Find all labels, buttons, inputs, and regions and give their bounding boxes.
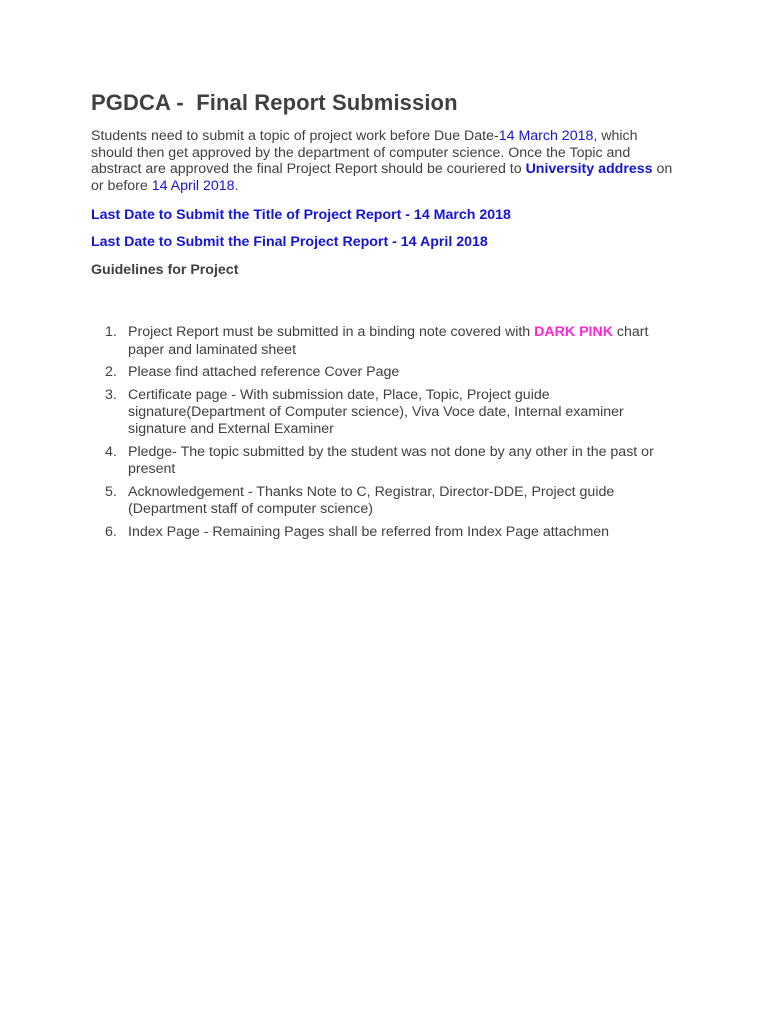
list-item-text: Pledge- The topic submitted by the student was not done by any other in the past or present — [128, 444, 654, 478]
intro-text-3: on or before — [91, 161, 673, 194]
list-item-number: 5. — [105, 484, 117, 500]
list-item-text: chart paper and laminated sheet — [128, 324, 649, 358]
deadline-title-submission: Last Date to Submit the Title of Project Report - 14 March 2018 — [91, 207, 511, 224]
intro-text-2: , which should then get approved by the department of computer science. Once the Topic and abstract are approved the final Project Report should be couriered to — [91, 128, 638, 178]
list-item-number: 1. — [105, 324, 117, 341]
intro-text-4: . — [234, 177, 239, 194]
list-item-number: 4. — [105, 444, 117, 461]
due-date-final: 14 April 2018 — [151, 177, 235, 194]
guidelines-heading: Guidelines for Project — [91, 262, 239, 279]
list-item-text: Project Report must be submitted in a binding note covered with — [128, 324, 535, 341]
deadline-final-submission: Last Date to Submit the Final Project Report - 14 April 2018 — [91, 234, 488, 251]
list-item — [91, 444, 681, 478]
guidelines-list — [91, 324, 681, 541]
document-page — [91, 90, 681, 547]
page-title: PGDCA - Final Report Submission — [91, 90, 458, 115]
list-item-number: 6. — [105, 523, 117, 540]
university-address-link[interactable]: University address — [525, 161, 653, 178]
list-item — [91, 484, 681, 518]
list-item-number: 3. — [105, 386, 117, 403]
list-item — [91, 524, 681, 541]
dark-pink-highlight: DARK PINK — [534, 324, 613, 341]
intro-text-1: Students need to submit a topic of project work before Due Date- — [91, 128, 499, 144]
list-item-text: Acknowledgement - Thanks Note to C, Registrar, Director-DDE, Project guide (Department staff of computer science) — [128, 484, 615, 518]
list-item — [91, 364, 681, 381]
list-item-text: Certificate page - With submission date, Place, Topic, Project guide signature(Department of Computer science), Viva Voce date, Internal examiner signature and External Examiner — [128, 386, 624, 438]
list-item — [91, 387, 681, 439]
intro-paragraph — [91, 128, 681, 194]
list-item-number: 2. — [105, 364, 117, 381]
list-item-text: Please find attached reference Cover Page — [128, 364, 400, 381]
list-item-text: Index Page - Remaining Pages shall be referred from Index Page attachmen — [128, 523, 610, 540]
due-date-title: 14 March 2018 — [498, 128, 594, 144]
list-item — [91, 324, 681, 358]
